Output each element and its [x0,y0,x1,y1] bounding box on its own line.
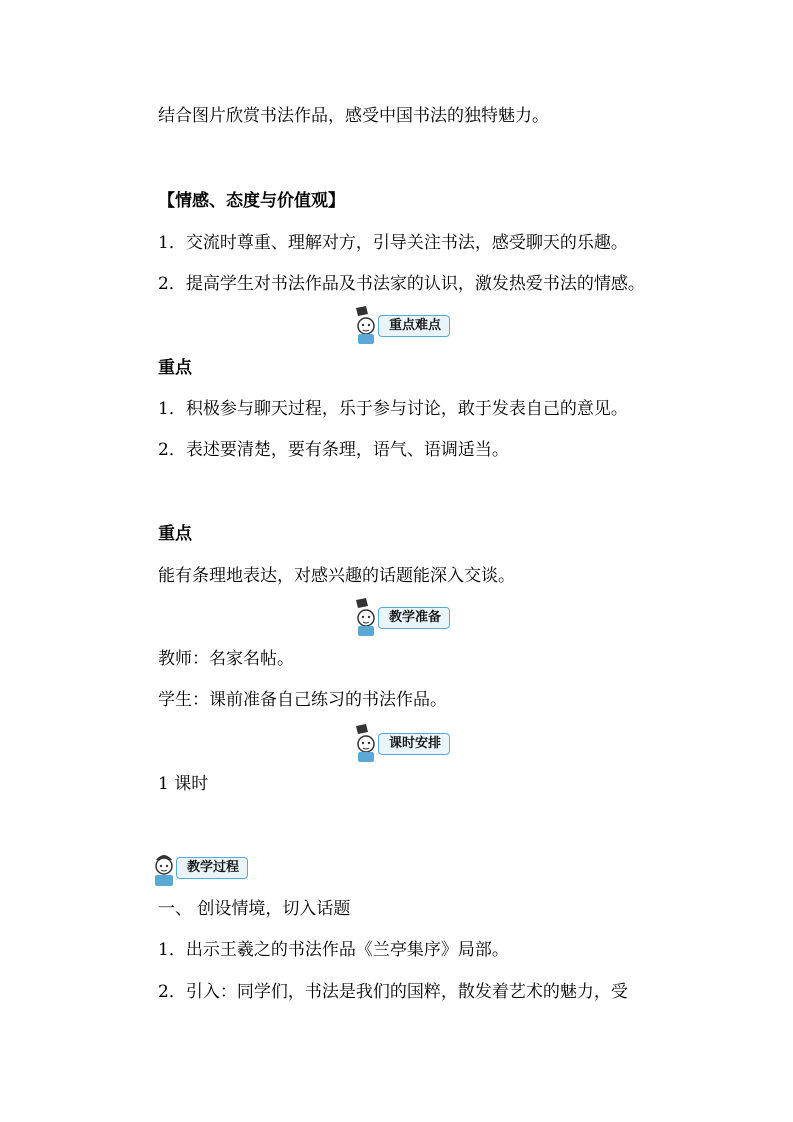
student-figure-icon [352,306,382,346]
badge-label: 教学过程 [176,857,248,879]
student-figure-icon [352,724,382,764]
objective-text: 结合图片欣赏书法作品，感受中国书法的独特魅力。 [158,106,549,126]
list-item: 1．出示王羲之的书法作品《兰亭集序》局部。 [158,940,509,960]
badge-teaching-prep [352,605,450,631]
list-item: 1．交流时尊重、理解对方，引导关注书法，感受聊天的乐趣。 [158,233,628,253]
student-figure-icon [352,598,382,638]
prep-teacher-text: 教师：名家名帖。 [158,649,294,669]
section-heading-key-2: 重点 [158,524,192,544]
badge-label: 教学准备 [378,607,450,629]
step-heading: 一、 创设情境，切入话题 [158,899,351,919]
list-item: 2．引入：同学们，书法是我们的国粹，散发着艺术的魅力，受 [158,982,628,1002]
section-heading-key: 重点 [158,358,192,378]
badge-label: 重点难点 [378,315,450,337]
list-item: 1．积极参与聊天过程，乐于参与讨论，敢于发表自己的意见。 [158,399,628,419]
badge-key-difficult [352,313,450,339]
list-item: 2．提高学生对书法作品及书法家的认识，激发热爱书法的情感。 [158,274,645,294]
key-text: 能有条理地表达，对感兴趣的话题能深入交谈。 [158,566,515,586]
badge-teaching-process [150,855,248,881]
list-item: 2．表述要清楚，要有条理，语气、语调适当。 [158,440,509,460]
class-hours-text: 1 课时 [158,774,209,794]
badge-label: 课时安排 [378,733,450,755]
prep-student-text: 学生：课前准备自己练习的书法作品。 [158,690,447,710]
section-heading-emotion: 【情感、态度与价值观】 [158,191,345,211]
student-figure-icon [150,848,180,888]
badge-class-hours [352,731,450,757]
